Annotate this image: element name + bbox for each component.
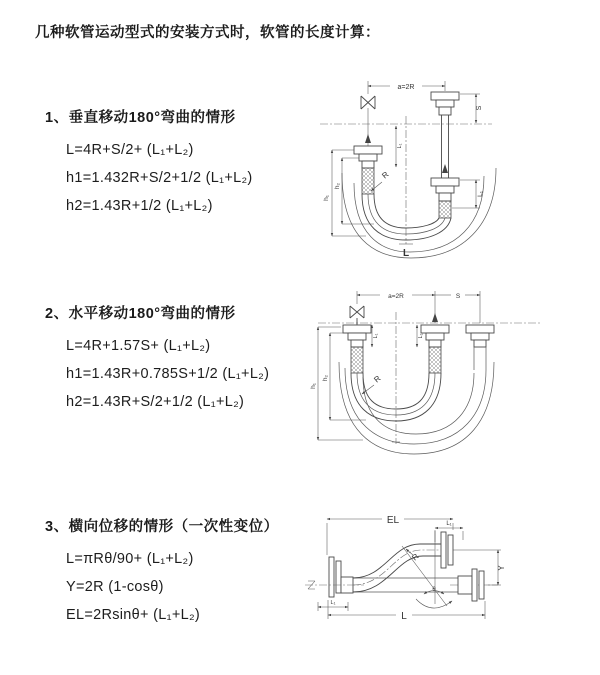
dim-label-theta: θ	[432, 587, 436, 593]
formula-y: Y=2R (1-cosθ)	[66, 579, 164, 595]
page-title: 几种软管运动型式的安装方式时，软管的长度计算：	[35, 25, 380, 41]
dim-label-length: L	[401, 611, 407, 622]
dim-label-length: L	[402, 248, 410, 259]
diagram-vertical-180-bend	[308, 68, 598, 260]
left-end-fitting	[354, 134, 382, 194]
formula-h1: h1=1.432R+S/2+1/2 (L₁+L₂)	[66, 170, 253, 186]
dim-label-h1: h₁	[323, 195, 330, 201]
section-1	[45, 106, 253, 220]
dim-label-el: EL	[386, 515, 400, 526]
right-end-fitting	[431, 92, 459, 218]
section-1-heading: 1、垂直移动180°弯曲的情形	[45, 110, 236, 126]
section-1-formulas	[66, 136, 253, 220]
formula-length: L=4R+1.57S+ (L₁+L₂)	[66, 338, 211, 354]
section-2-heading: 2、水平移动180°弯曲的情形	[45, 306, 236, 322]
dim-label-l1-bottom: L₁	[330, 600, 336, 606]
formula-length: L=4R+S/2+ (L₁+L₂)	[66, 142, 194, 158]
radius-callout	[362, 374, 383, 394]
dim-label-h2: h₂	[322, 374, 329, 382]
top-span-dimensions	[357, 291, 480, 323]
valve-icon	[361, 96, 375, 109]
formula-el: EL=2Rsinθ+ (L₁+L₂)	[66, 607, 201, 623]
dim-label-span: a=2R	[388, 293, 404, 300]
bottom-length-dimension	[328, 600, 485, 622]
diagram-horizontal-180-bend	[308, 282, 598, 460]
diagram-lateral-displacement	[300, 502, 600, 654]
section-3-formulas	[66, 545, 279, 629]
dim-label-l1-b: L₁	[418, 333, 424, 339]
dim-label-h2: h₂	[334, 182, 341, 190]
formula-h1: h1=1.43R+0.785S+1/2 (L₁+L₂)	[66, 366, 270, 382]
formula-h2: h2=1.43R+S/2+1/2 (L₁+L₂)	[66, 394, 245, 410]
middle-end-fitting	[421, 313, 449, 373]
dim-label-l1-a: L₁	[373, 333, 379, 339]
dim-label-span: a=2R	[397, 84, 415, 91]
lower-right-flange-fitting	[458, 569, 484, 601]
dim-label-l1-small: L₁	[397, 143, 403, 149]
dim-label-s: S	[455, 293, 461, 300]
fitting-length-dimensions	[372, 325, 424, 347]
l1-bottom-dimension	[318, 600, 348, 611]
left-flange-fitting	[329, 557, 353, 597]
section-3-heading: 3、横向位移的情形（一次性变位）	[45, 519, 279, 535]
valve-icon	[350, 306, 364, 325]
upper-right-flange-fitting	[441, 532, 453, 568]
centerlines	[320, 108, 492, 244]
section-2-formulas	[66, 332, 269, 416]
formula-length: L=πRθ/90+ (L₁+L₂)	[66, 551, 194, 567]
dim-label-l1-top: L₁	[446, 521, 452, 527]
section-3	[45, 515, 279, 629]
hose-displaced-s-curve	[353, 544, 441, 592]
hose-straight-position	[353, 578, 458, 592]
section-2	[45, 302, 269, 416]
dim-label-s: S	[476, 105, 483, 111]
dim-label-radius: R	[410, 551, 421, 563]
dim-label-radius: R	[372, 373, 383, 385]
dim-label-l1: L₁	[477, 191, 484, 197]
dim-label-h1: h₁	[310, 383, 317, 389]
moved-end-fitting	[466, 325, 494, 370]
dim-label-radius: R	[380, 169, 391, 181]
left-end-fitting	[343, 325, 371, 373]
formula-h2: h2=1.43R+1/2 (L₁+L₂)	[66, 198, 213, 214]
dim-label-y: Y	[497, 565, 506, 571]
el-dimension	[327, 515, 453, 555]
